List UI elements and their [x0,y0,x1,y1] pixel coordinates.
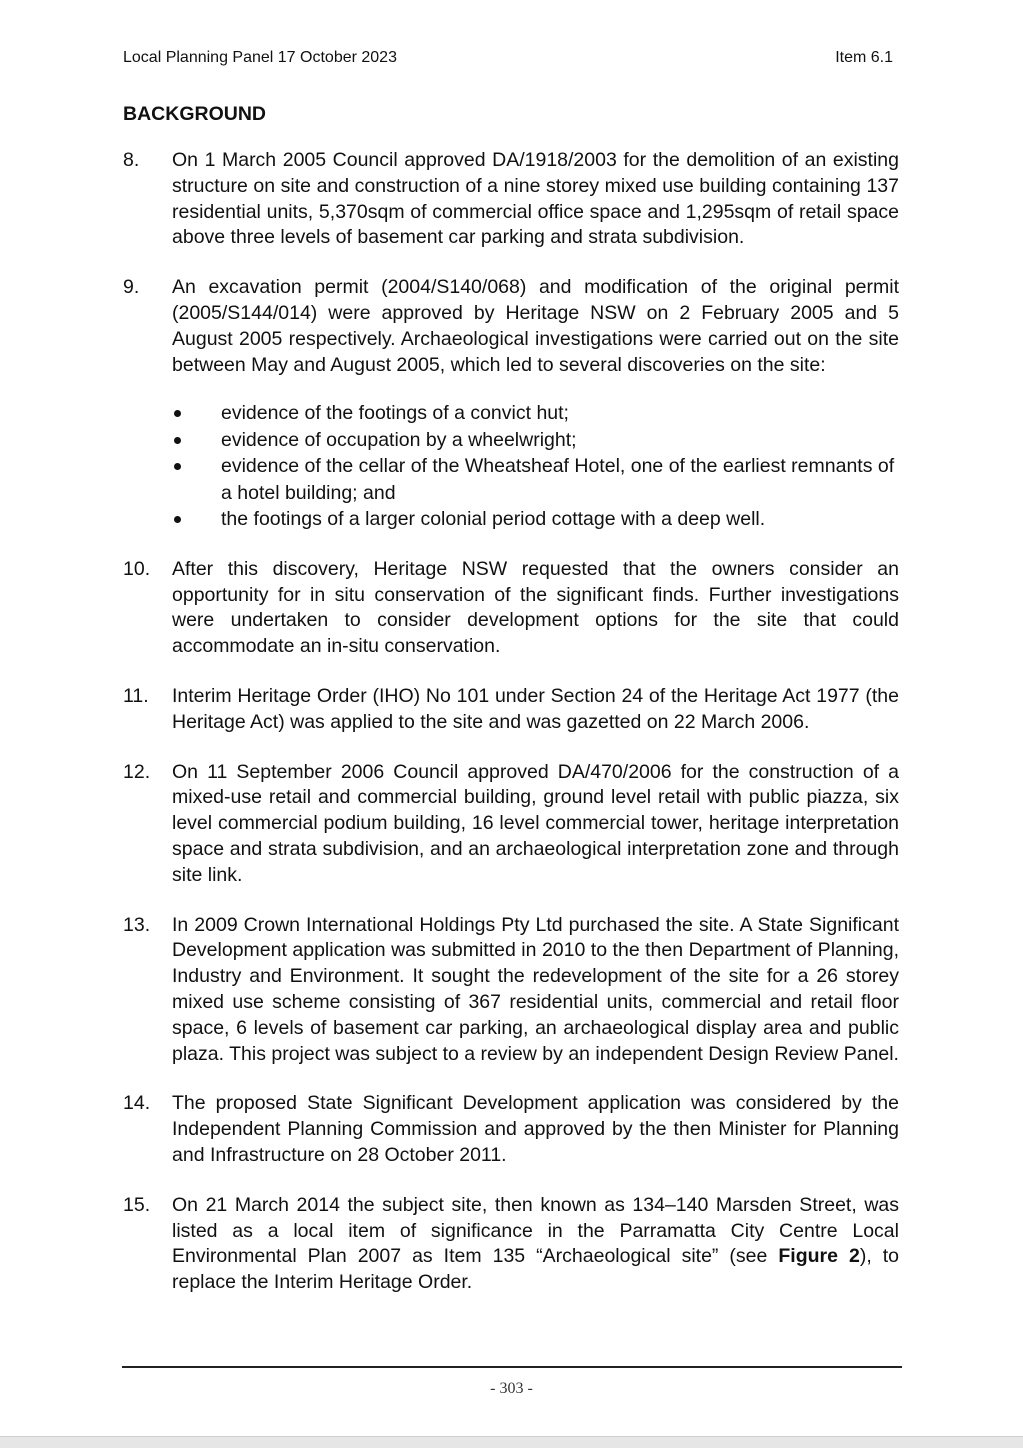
paragraph-number: 8. [123,149,140,171]
paragraph-10 [123,557,899,660]
bullet-icon [123,453,221,506]
section-heading: BACKGROUND [123,103,266,125]
paragraph-text: In 2009 Crown International Holdings Pty Ltd purchased the site. A State Significant Development application was submitted in 2010 to the then Department of Planning, Industry and Environment. It sought the redevelopment of the site for a 26 storey mixed use scheme consisting of 367 residential units, commercial and retail floor space, 6 levels of basement car parking, an archaeological display area and public plaza. This project was subject to a review by an independent Design Review Panel. [172,913,899,1065]
paragraph-text: An excavation permit (2004/S140/068) and modification of the original permit (2005/S144/014) were approved by Heritage NSW on 2 February 2005 and 5 August 2005 respectively. Archaeological investigations were carried out on the site between May and August 2005, which led to several discoveries on the site: [172,276,899,376]
paragraph-number: 13. [123,913,151,936]
paragraph-text: The proposed State Significant Development application was considered by the Independent Planning Commission and approved by the then Minister for Planning and Infrastructure on 28 October 2011. [172,1092,899,1167]
page-number: - 303 - [490,1380,533,1397]
paragraph-text [172,1193,899,1296]
footer-divider [122,1366,902,1368]
bullet-icon [123,506,221,533]
paragraph-text: On 1 March 2005 Council approved DA/1918/2003 for the demolition of an existing structure on site and construction of a nine storey mixed use building containing 137 residential units, 5,370sqm of commercial office space and 1,295sqm of retail space above three levels of basement car parking and strata subdivision. [172,149,899,249]
paragraph-text: Interim Heritage Order (IHO) No 101 under Section 24 of the Heritage Act 1977 (the Heritage Act) was applied to the site and was gazetted on 22 March 2006. [172,685,899,733]
paragraph-text: After this discovery, Heritage NSW requested that the owners consider an opportunity for in situ conservation of the significant finds. Further investigations were undertaken to consider development options for the site that could accommodate an in-situ conservation. [172,557,899,658]
list-item [123,453,899,506]
paragraph-14 [123,1091,899,1168]
paragraph-15 [123,1193,899,1296]
discoveries-list [123,400,899,533]
paragraph-number: 15. [123,1193,151,1216]
bullet-icon [123,427,221,454]
paragraph-8 [123,148,899,251]
header-meeting-title: Local Planning Panel 17 October 2023 [123,49,397,66]
list-item [123,427,899,454]
paragraph-13 [123,913,899,1068]
paragraph-number: 9. [123,276,140,299]
paragraph-number: 10. [123,557,151,580]
paragraph-11 [123,684,899,736]
paragraph-text-part: On 21 March 2014 the subject site, then known as 134–140 Marsden Street, was listed as a local item of significance in the Parramatta City Centre Local Environmental Plan 2007 as Item 135 “Archaeological site” (see [172,1193,899,1268]
paragraph-12 [123,760,899,889]
header-item-number: Item 6.1 [835,49,893,66]
document-body [123,148,899,1320]
paragraph-9 [123,275,899,378]
page-bottom-edge [0,1436,1023,1448]
list-item-text: evidence of occupation by a wheelwright; [221,428,577,451]
list-item [123,506,899,533]
paragraph-text-part: ), to replace the Interim Heritage Order. [172,1245,900,1294]
paragraph-text: On 11 September 2006 Council approved DA/470/2006 for the construction of a mixed-use retail and commercial building, ground level retail with public piazza, six level commercial podium building, 16 level commercial tower, heritage interpretation space and strata subdivision, and an archaeological interpretation zone and through site link. [172,760,899,886]
list-item-text: the footings of a larger colonial period cottage with a deep well. [221,508,766,531]
list-item-text: evidence of the footings of a convict hut; [221,402,569,425]
paragraph-number: 12. [123,760,151,783]
figure-reference: Figure 2 [778,1245,860,1268]
list-item [123,400,899,427]
list-item-text: evidence of the cellar of the Wheatsheaf Hotel, one of the earliest remnants of a hotel building; and [221,455,895,504]
paragraph-number: 14. [123,1092,151,1115]
bullet-icon [123,400,221,427]
paragraph-number: 11. [123,685,149,708]
